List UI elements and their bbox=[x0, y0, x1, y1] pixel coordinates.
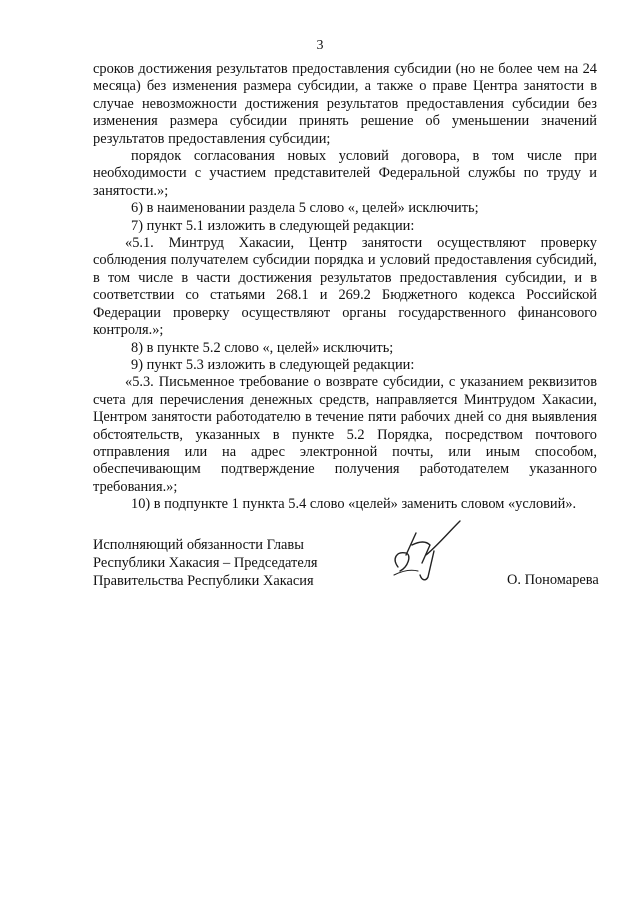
paragraph-coordination-procedure: порядок согласования новых условий договора, в том числе при необходимости с участием представителей Федеральной службы по труду и занятости.»; bbox=[93, 148, 597, 199]
amendment-item-9: 9) пункт 5.3 изложить в следующей редакции: bbox=[131, 356, 415, 373]
clause-5-3: «5.3. Письменное требование о возврате субсидии, с указанием реквизитов счета для перечисления денежных средств, направляется Минтрудом Хакасии, Центром занятости работодателю в течение пяти рабочих дней со дня выявления обстоятельств, указанных в пункте 5.2 Порядка, посредством почтового отправления или на адрес электронной почты, или иным способом, обеспечивающим подтверждение получения работодателем указанного требования.»; bbox=[93, 374, 597, 495]
amendment-item-6: 6) в наименовании раздела 5 слово «, целей» исключить; bbox=[131, 200, 479, 217]
paragraph-continuation: сроков достижения результатов предоставления субсидии (но не более чем на 24 месяца) без изменения размера субсидии, а также о праве Центра занятости в случае невозможности достижения результатов предоставления субсидии без изменения размера субсидии принять решение об уменьшении значений результатов предоставления субсидии; bbox=[93, 61, 597, 147]
amendment-item-8: 8) в пункте 5.2 слово «, целей» исключить; bbox=[131, 339, 394, 356]
clause-5-1: «5.1. Минтруд Хакасии, Центр занятости осуществляют проверку соблюдения получателем субсидии порядка и условий предоставления субсидий, в том числе в части достижения результатов предоставления субсидии, и в соответствии со статьями 268.1 и 269.2 Бюджетного кодекса Российской Федерации проверку осуществляют органы государственного финансового контроля.»; bbox=[93, 235, 597, 339]
signatory-title-line: Республики Хакасия – Председателя bbox=[93, 555, 318, 571]
page-number: 3 bbox=[316, 38, 324, 53]
signatory-title-line: Исполняющий обязанности Главы bbox=[93, 537, 304, 553]
amendment-item-10: 10) в подпункте 1 пункта 5.4 слово «целей» заменить словом «условий». bbox=[131, 496, 577, 513]
handwritten-signature bbox=[376, 515, 476, 585]
signatory-title bbox=[93, 536, 318, 590]
signatory-title-line: Правительства Республики Хакасия bbox=[93, 573, 314, 589]
document-body bbox=[93, 61, 597, 514]
amendment-item-7: 7) пункт 5.1 изложить в следующей редакции: bbox=[131, 217, 415, 234]
signatory-name: О. Пономарева bbox=[507, 572, 599, 588]
